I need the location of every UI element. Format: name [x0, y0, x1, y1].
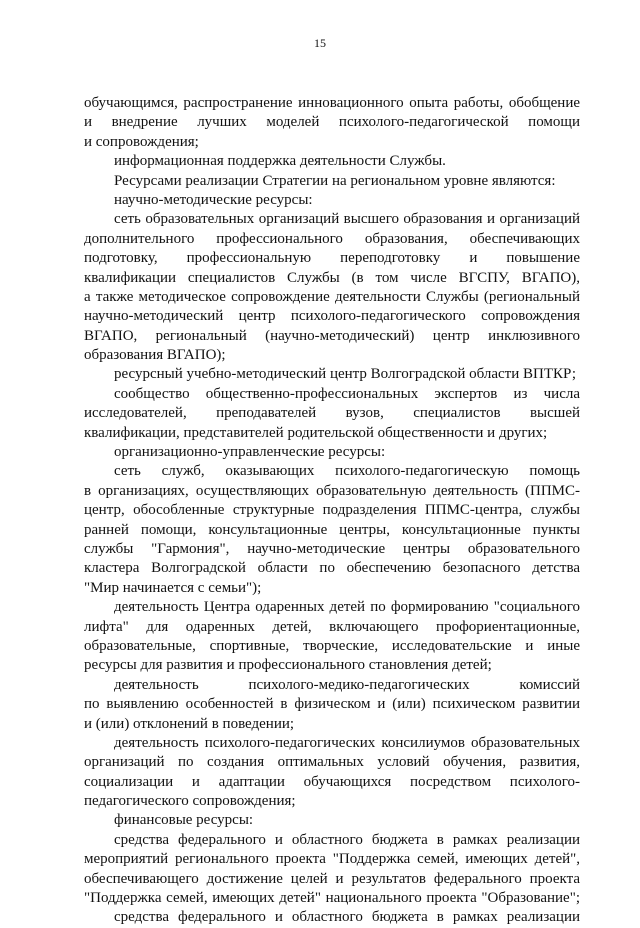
text-line: мероприятий регионального проекта "Поддержка семей, имеющих детей",	[84, 851, 580, 868]
text-line: квалификации, представителей родительской общественности и других;	[84, 424, 548, 441]
text-line: деятельность психолого-медико-педагогических комиссий	[114, 676, 580, 693]
text-line: центр, обособленные структурные подразделения ППМС-центра, службы	[84, 502, 580, 519]
text-line: кластера Волгоградской области по обеспечению безопасного детства	[84, 560, 580, 577]
text-line: организаций по создания оптимальных условий обучения, развития,	[84, 754, 580, 771]
text-line: ресурсный учебно-методический центр Волгоградской области ВПТКР;	[114, 366, 577, 383]
text-line: социализации и адаптации обучающихся посредством психолого-	[84, 773, 580, 790]
text-line: ресурсы для развития и профессионального становления детей;	[84, 657, 492, 674]
text-line: ВГАПО, региональный (научно-методический) центр инклюзивного	[84, 327, 580, 344]
text-line: организационно-управленческие ресурсы:	[114, 444, 386, 461]
text-line: дополнительного профессионального образования, обеспечивающих	[84, 230, 580, 247]
text-line: "Поддержка семей, имеющих детей" национального проекта "Образование";	[84, 890, 580, 907]
text-line: а также методическое сопровождение деятельности Службы (региональный	[84, 288, 580, 305]
page-number: 15	[314, 36, 326, 50]
text-line: научно-методические ресурсы:	[114, 191, 313, 208]
text-line: научно-методический центр психолого-педагогического сопровождения	[84, 308, 580, 325]
text-line: образования ВГАПО);	[84, 347, 226, 364]
text-line: и сопровождения;	[84, 133, 199, 150]
text-line: деятельность Центра одаренных детей по формированию "социального	[114, 599, 580, 616]
text-line: и внедрение лучших моделей психолого-педагогической помощи	[84, 114, 580, 131]
text-line: по выявлению особенностей в физическом и (или) психическом развитии	[84, 696, 580, 713]
text-line: подготовку, профессиональную переподготовку и повышение	[84, 250, 580, 267]
text-line: деятельность психолого-педагогических консилиумов образовательных	[114, 734, 580, 751]
text-line: обеспечивающего достижение целей и результатов федерального проекта	[84, 870, 580, 887]
text-line: средства федерального и областного бюджета в рамках реализации	[114, 831, 580, 848]
text-line: сеть образовательных организаций высшего образования и организаций	[114, 211, 580, 228]
text-line: службы "Гармония", научно-методические центры образовательного	[84, 540, 580, 557]
text-line: квалификации специалистов Службы (в том числе ВГСПУ, ВГАПО),	[84, 269, 580, 286]
text-line: в организациях, осуществляющих образовательную деятельность (ППМС-	[84, 482, 580, 499]
text-line: педагогического сопровождения;	[84, 793, 296, 810]
text-line: обучающимся, распространение инновационного опыта работы, обобщение	[84, 95, 580, 111]
text-line: образовательные, спортивные, творческие, исследовательские и иные	[84, 637, 580, 654]
text-line: лифта" для одаренных детей, включающего профориентационные,	[84, 618, 580, 635]
text-line: исследователей, преподавателей вузов, специалистов высшей	[84, 405, 580, 422]
text-line: Ресурсами реализации Стратегии на региональном уровне являются:	[114, 172, 556, 189]
text-line: ранней помощи, консультационные центры, консультационные пункты	[84, 521, 580, 538]
text-line: и (или) отклонений в поведении;	[84, 715, 295, 732]
text-line: "Мир начинается с семьи");	[84, 579, 262, 596]
text-line: сообщество общественно-профессиональных экспертов из числа	[114, 385, 580, 402]
text-line: сеть служб, оказывающих психолого-педагогическую помощь	[114, 463, 580, 480]
text-line: средства федерального и областного бюджета в рамках реализации	[114, 909, 580, 926]
text-line: информационная поддержка деятельности Службы.	[114, 153, 446, 170]
text-line: финансовые ресурсы:	[114, 812, 254, 829]
document-body	[84, 94, 580, 928]
